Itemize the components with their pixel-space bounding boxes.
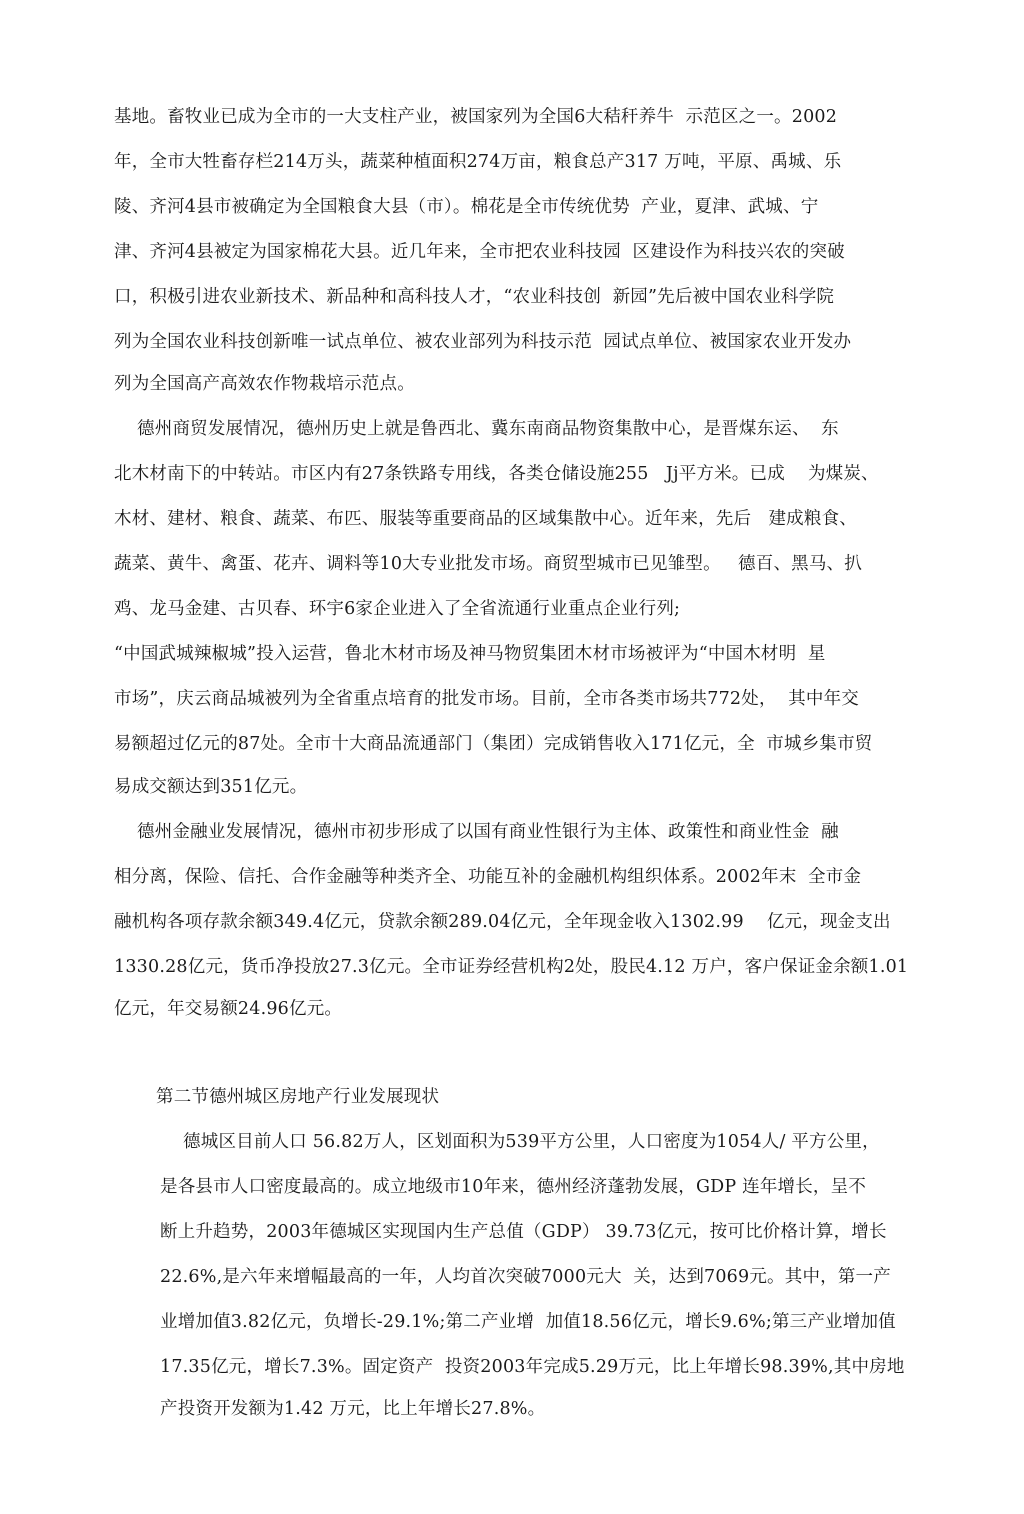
paragraph-line: 17.35亿元，增长7.3%。固定资产 投资2003年完成5.29万元，比上年增长98.39%,其中房地 [160,1357,905,1377]
paragraph-line: 基地。畜牧业已成为全市的一大支柱产业，被国家列为全国6大秸秆养牛 示范区之一。2002 [114,107,838,127]
paragraph-line: 产投资开发额为1.42 万元，比上年增长27.8%。 [160,1399,546,1419]
paragraph-line: 陵、齐河4县市被确定为全国粮食大县（市）。棉花是全市传统优势 产业，夏津、武城、宁 [114,197,819,217]
paragraph-line: 德州商贸发展情况，德州历史上就是鲁西北、冀东南商品物资集散中心，是晋煤东运、 东 [114,419,839,439]
paragraph-line: 易成交额达到351亿元。 [114,777,308,797]
paragraph-line: 列为全国高产高效农作物栽培示范点。 [114,374,415,394]
paragraph-line: 融机构各项存款余额349.4亿元，贷款余额289.04亿元，全年现金收入1302.99 亿元，现金支出 [114,912,891,932]
paragraph-line: 市场”，庆云商品城被列为全省重点培育的批发市场。目前，全市各类市场共772处， 其中年交 [114,689,859,709]
paragraph-line: 津、齐河4县被定为国家棉花大县。近几年来，全市把农业科技园 区建设作为科技兴农的突破 [114,242,845,262]
paragraph-line: 列为全国农业科技创新唯一试点单位、被农业部列为科技示范 园试点单位、被国家农业开发办 [114,332,852,352]
paragraph-line: “中国武城辣椒城”投入运营，鲁北木材市场及神马物贸集团木材市场被评为“中国木材明 星 [114,644,826,664]
paragraph-line: 22.6%,是六年来增幅最高的一年，人均首次突破7000元大 关，达到7069元。其中，第一产 [160,1267,891,1287]
paragraph-line: 北木材南下的中转站。市区内有27条铁路专用线，各类仓储设施255 Jj平方米。已成 为煤炭、 [114,464,879,484]
paragraph-line: 断上升趋势，2003年德城区实现国内生产总值（GDP） 39.73亿元，按可比价格计算，增长 [160,1222,887,1242]
paragraph-line: 木材、建材、粮食、蔬菜、布匹、服装等重要商品的区域集散中心。近年来，先后 建成粮食、 [114,509,857,529]
section-heading: 第二节德州城区房地产行业发展现状 [156,1087,440,1107]
paragraph-line: 业增加值3.82亿元，负增长-29.1%;第二产业增 加值18.56亿元，增长9.6%;第三产业增加值 [160,1312,896,1332]
paragraph-line: 德城区目前人口 56.82万人，区划面积为539平方公里，人口密度为1054人/ 平方公里， [160,1132,880,1152]
paragraph-line: 年，全市大牲畜存栏214万头，蔬菜种植面积274万亩，粮食总产317 万吨，平原、禹城、乐 [114,152,842,172]
paragraph-line: 蔬菜、黄牛、禽蛋、花卉、调料等10大专业批发市场。商贸型城市已见雏型。 德百、黑马、扒 [114,554,862,574]
paragraph-line: 是各县市人口密度最高的。成立地级市10年来，德州经济蓬勃发展，GDP 连年增长，呈不 [160,1177,867,1197]
paragraph-line: 口，积极引进农业新技术、新品种和高科技人才，“农业科技创 新园”先后被中国农业科学院 [114,287,835,307]
paragraph-line: 易额超过亿元的87处。全市十大商品流通部门（集团）完成销售收入171亿元，全 市城乡集市贸 [114,734,873,754]
paragraph-line: 鸡、龙马金建、古贝春、环宇6家企业进入了全省流通行业重点企业行列; [114,599,681,619]
paragraph-line: 德州金融业发展情况，德州市初步形成了以国有商业性银行为主体、政策性和商业性金 融 [114,822,839,842]
paragraph-line: 1330.28亿元，货币净投放27.3亿元。全市证券经营机构2处，股民4.12 万户，客户保证金余额1.01 [114,957,909,977]
paragraph-line: 亿元，年交易额24.96亿元。 [114,999,343,1019]
paragraph-line: 相分离，保险、信托、合作金融等种类齐全、功能互补的金融机构组织体系。2002年末 全市金 [114,867,862,887]
